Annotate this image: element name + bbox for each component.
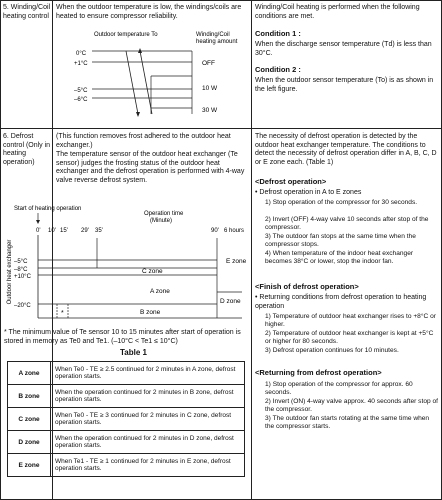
condition-cell: When Te0 - TE ≥ 2.5 continued for 2 minutes in A zone, defrost operation starts. [51,362,245,385]
list-item: 1) Temperature of outdoor heat exchanger rises to +8°C or higher. [265,313,436,328]
section-6-label: 6. Defrost control (Only in heating operation) [3,133,51,166]
level-off: OFF [202,60,215,67]
tick-0: 0' [36,228,41,234]
list-item: 1) Stop operation of the compressor for 30 seconds. [265,199,418,206]
list-item: 2) Invert (ON) 4-way valve approx. 40 seconds after stop of the compressor. [265,398,438,413]
table-row [8,385,245,408]
section-5-description: When the outdoor temperature is low, the windings/coils are heated to ensure compressor reliability. [56,4,242,20]
graph-y-label-2: heating amount [196,39,238,45]
zone-b-label: B zone [140,309,161,316]
defrost-zone-graph [2,202,250,327]
zone-condition-table [7,361,245,477]
list-item: 1) Stop operation of the compressor for approx. 60 seconds. [265,381,413,396]
memory-note: * The minimum value of Te sensor 10 to 15 minutes after start of operation is stored in memory as Te0 and Te1. (–10°C < Te1 ≤ 10°C) [4,329,241,345]
condition-1-title: Condition 1 : [255,29,301,38]
temp-minus20: –20°C [14,303,31,309]
defrost-steps [255,199,439,275]
defrost-description-1: (This function removes frost adhered to the outdoor heat exchanger.) [56,133,231,149]
column-divider-2 [251,0,252,500]
table-row [8,362,245,385]
table-1-title: Table 1 [120,348,147,357]
zone-c-label: C zone [142,268,163,275]
temp-minus5: –5°C [14,259,28,265]
temp-plus1: +1°C [74,61,88,67]
winding-heating-graph [56,28,248,126]
tick-10: 10' [48,228,56,234]
condition-2-text: When the outdoor sensor temperature (To) is as shown in the left figure. [255,77,434,93]
condition-cell: When the operation continued for 2 minutes in B zone, defrost operation starts. [51,385,245,408]
section-5-label: 5. Winding/Coil heating control [3,4,51,20]
row-divider [0,128,442,129]
list-item: 3) The outdoor fan starts rotating at the same time when the compressor starts. [265,415,430,430]
op-time-1: Operation time [144,211,184,217]
temp-minus5: –5°C [74,88,88,94]
list-item: 3) The outdoor fan stops at the same time when the compressor stops. [265,233,416,248]
list-item: 2) Invert (OFF) 4-way valve 10 seconds after stop of the compressor. [265,216,429,231]
defrost-operation-heading: <Defrost operation> [255,177,327,186]
zone-e-label: E zone [226,258,247,265]
list-item: 4) When temperature of the indoor heat exchanger becomes 38°C or lower, stop the indoor fan. [265,250,414,265]
zone-cell: C zone [8,408,51,431]
temp-minus6: –6°C [74,97,88,103]
returning-heading: <Returning from defrost operation> [255,368,382,377]
level-10w: 10 W [202,85,218,92]
temp-0: 0°C [76,51,87,57]
zone-cell: E zone [8,454,51,477]
condition-cell: When Te1 - TE ≥ 1 continued for 2 minutes in E zone, defrost operation starts. [51,454,245,477]
zone-cell: D zone [8,431,51,454]
zone-d-label: D zone [220,298,241,305]
y-axis-label: Outdoor heat exchanger [7,239,13,305]
start-label: Start of heating operation [14,206,82,212]
temp-plus10: +10°C [14,274,31,280]
zone-cell: B zone [8,385,51,408]
defrost-right-intro: The necessity of defrost operation is detected by the outdoor heat exchanger temperature. The conditions to detect the necessity of defrost operation differ in A, B, C, D or E zone each. (Table 1) [255,133,437,166]
tick-90: 90' [211,228,219,234]
list-item: 3) Defrost operation continues for 10 minutes. [265,347,399,354]
tick-6h: 6 hours [224,228,245,234]
finish-steps [255,313,439,364]
finish-defrost-heading: <Finish of defrost operation> [255,282,359,291]
tick-15: 15' [60,228,68,234]
condition-cell: When the operation continued for 2 minutes in D zone, defrost operation starts. [51,431,245,454]
zone-cell: A zone [8,362,51,385]
table-row [8,431,245,454]
defrost-description-2: The temperature sensor of the outdoor heat exchanger (Te sensor) judges the frosting status of the outdoor heat exchanger and the defrost operation is performed with 4-way valve reverse defrost system. [56,151,245,184]
condition-1-text: When the discharge sensor temperature (Td) is less than 30°C. [255,41,432,57]
returning-steps [255,381,439,432]
finish-bullet: • Returning conditions from defrost operation to heating operation [255,294,427,310]
condition-cell: When Te0 - TE ≥ 3 continued for 2 minutes in C zone, defrost operation starts. [51,408,245,431]
tick-35: 35' [95,228,103,234]
tick-29: 29' [81,228,89,234]
op-time-2: (Minute) [150,218,173,224]
table-row [8,408,245,431]
list-item: 2) Temperature of outdoor heat exchanger is kept at +5°C or higher for 80 seconds. [265,330,434,345]
zone-a-label: A zone [150,288,170,295]
star-mark: * [61,310,64,317]
graph-y-label-1: Winding/Coil [196,32,230,38]
table-row [8,454,245,477]
winding-right-intro: Winding/Coil heating is performed when the following conditions are met. [255,4,420,20]
temp-minus8: –8°C [14,267,28,273]
level-30w: 30 W [202,107,218,114]
defrost-bullet: • Defrost operation in A to E zones [255,189,362,196]
graph-x-label: Outdoor temperature To [94,32,158,38]
condition-2-title: Condition 2 : [255,65,301,74]
